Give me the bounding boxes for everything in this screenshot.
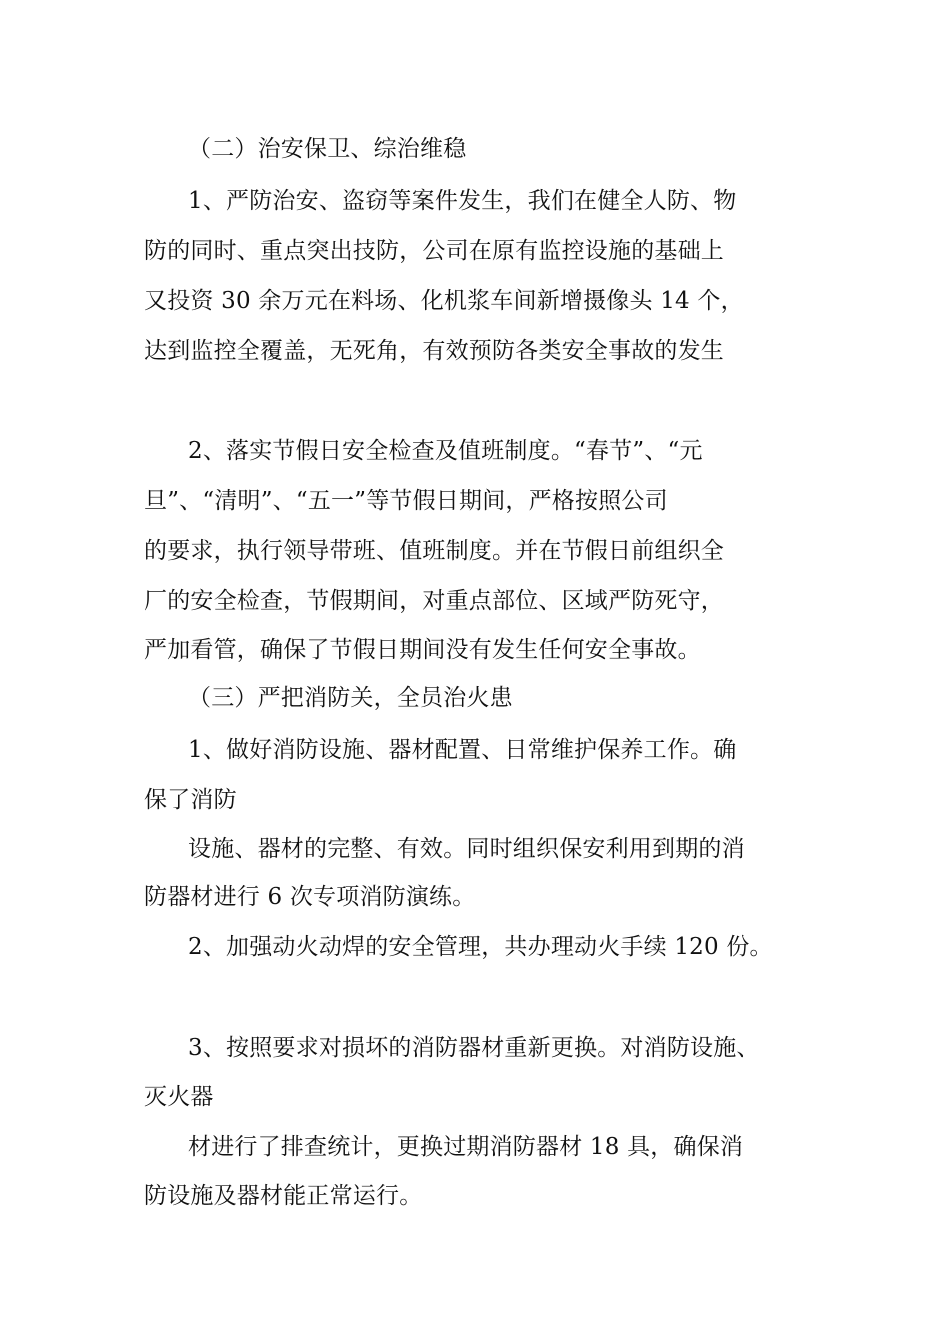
paragraph-line: 又投资 30 余万元在料场、化机浆车间新增摄像头 14 个， [144,288,744,314]
paragraph-line: 灭火器 [144,1084,214,1110]
paragraph-line: 设施、器材的完整、有效。同时组织保安利用到期的消 [188,836,745,862]
paragraph-line: 的要求，执行领导带班、值班制度。并在节假日前组织全 [144,538,724,564]
paragraph-line: 厂的安全检查，节假期间，对重点部位、区域严防死守， [144,588,724,614]
paragraph-line: 防设施及器材能正常运行。 [144,1183,423,1209]
paragraph-line: 3、按照要求对损坏的消防器材重新更换。对消防设施、 [188,1035,760,1061]
paragraph-line: 材进行了排查统计，更换过期消防器材 18 具，确保消 [188,1134,744,1160]
paragraph-line: 保了消防 [144,787,237,813]
paragraph-line: 防器材进行 6 次专项消防演练。 [144,884,476,910]
section-heading-2: （二）治安保卫、综治维稳 [188,136,467,162]
paragraph-line: 2、加强动火动焊的安全管理，共办理动火手续 120 份。 [188,934,773,960]
paragraph-line: 1、严防治安、盗窃等案件发生，我们在健全人防、物 [188,188,737,214]
paragraph-line: 2、落实节假日安全检查及值班制度。“春节”、“元 [188,438,703,464]
paragraph-line: 严加看管，确保了节假日期间没有发生任何安全事故。 [144,637,701,663]
paragraph-line: 1、做好消防设施、器材配置、日常维护保养工作。确 [188,737,737,763]
paragraph-line: 达到监控全覆盖，无死角，有效预防各类安全事故的发生 [144,338,724,364]
paragraph-line: 防的同时、重点突出技防，公司在原有监控设施的基础上 [144,238,724,264]
paragraph-line: 旦”、“清明”、“五一”等节假日期间，严格按照公司 [144,488,668,514]
section-heading-3: （三）严把消防关，全员治火患 [188,685,513,711]
